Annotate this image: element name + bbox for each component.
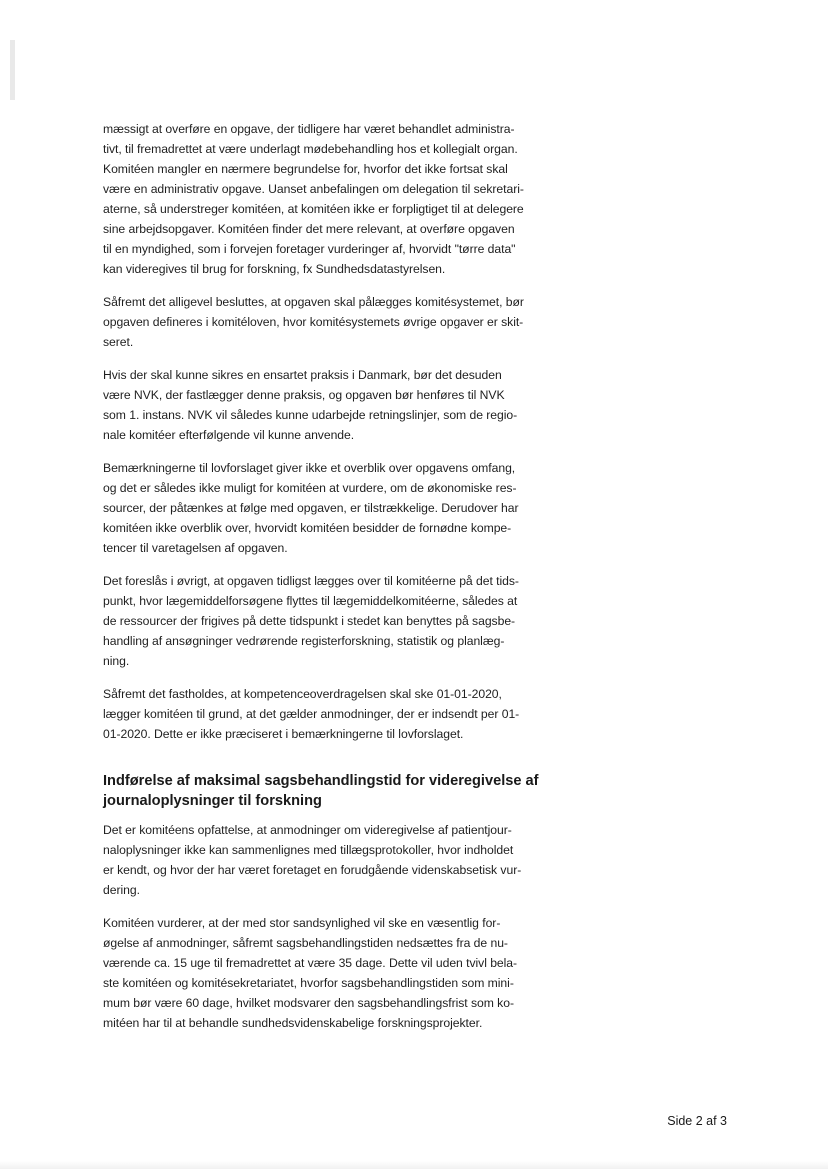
paragraph-5 (103, 571, 573, 671)
text-line: mitéen har til at behandle sundhedsvidenskabelige forskningsprojekter. (103, 1016, 483, 1030)
text-line: komitéen ikke overblik over, hvorvidt komitéen besidder de fornødne kompe- (103, 521, 512, 535)
text-line: Komitéen vurderer, at der med stor sandsynlighed vil ske en væsentlig for- (103, 916, 501, 930)
text-line: sourcer, der påtænkes at følge med opgaven, er tilstrækkelige. Derudover har (103, 501, 519, 515)
paragraph-4 (103, 458, 573, 558)
text-line: Såfremt det fastholdes, at kompetenceoverdragelsen skal ske 01-01-2020, (103, 687, 502, 701)
paragraph-7 (103, 820, 573, 900)
text-line: Det er komitéens opfattelse, at anmodninger om videregivelse af patientjour- (103, 823, 512, 837)
paragraph-3 (103, 365, 573, 445)
text-line: ste komitéen og komitésekretariatet, hvorfor sagsbehandlingstiden som mini- (103, 976, 514, 990)
text-line: til en myndighed, som i forvejen foretager vurderinger af, hvorvidt "tørre data" (103, 242, 516, 256)
text-line: være NVK, der fastlægger denne praksis, og opgaven bør henføres til NVK (103, 388, 505, 402)
text-line: tencer til varetagelsen af opgaven. (103, 541, 288, 555)
text-line: og det er således ikke muligt for komitéen at vurdere, om de økonomiske res- (103, 481, 517, 495)
paragraph-2 (103, 292, 573, 352)
text-line: opgaven defineres i komitéloven, hvor komitésystemets øvrige opgaver er skit- (103, 315, 524, 329)
text-line: Såfremt det alligevel besluttes, at opgaven skal pålægges komitésystemet, bør (103, 295, 524, 309)
text-line: kan videregives til brug for forskning, fx Sundhedsdatastyrelsen. (103, 262, 446, 276)
text-line: mæssigt at overføre en opgave, der tidligere har været behandlet administra- (103, 122, 515, 136)
paragraph-1 (103, 119, 573, 279)
text-line: som 1. instans. NVK vil således kunne udarbejde retningslinjer, som de regio- (103, 408, 518, 422)
text-line: sine arbejdsopgaver. Komitéen finder det mere relevant, at overføre opgaven (103, 222, 515, 236)
section-heading (103, 771, 573, 811)
text-line: handling af ansøgninger vedrørende registerforskning, statistik og planlæg- (103, 634, 505, 648)
text-line: punkt, hvor lægemiddelforsøgene flyttes til lægemiddelkomitéerne, således at (103, 594, 518, 608)
text-line: dering. (103, 883, 140, 897)
scan-edge-mark (10, 40, 15, 100)
text-line: mum bør være 60 dage, hvilket modsvarer den sagsbehandlingsfrist som ko- (103, 996, 514, 1010)
scan-bottom-edge (0, 1161, 828, 1169)
page-number: Side 2 af 3 (667, 1114, 727, 1128)
text-line: seret. (103, 335, 134, 349)
text-line: ning. (103, 654, 130, 668)
text-line: øgelse af anmodninger, såfremt sagsbehandlingstiden nedsættes fra de nu- (103, 936, 508, 950)
text-line: er kendt, og hvor der har været foretaget en forudgående videnskabsetisk vur- (103, 863, 522, 877)
text-line: Hvis der skal kunne sikres en ensartet praksis i Danmark, bør det desuden (103, 368, 502, 382)
text-line: naloplysninger ikke kan sammenlignes med tillægsprotokoller, hvor indholdet (103, 843, 514, 857)
text-line: tivt, til fremadrettet at være underlagt mødebehandling hos et kollegialt organ. (103, 142, 518, 156)
text-line: være en administrativ opgave. Uanset anbefalingen om delegation til sekretari- (103, 182, 524, 196)
paragraph-8 (103, 913, 573, 1033)
heading-line: journaloplysninger til forskning (103, 793, 322, 809)
text-line: Bemærkningerne til lovforslaget giver ikke et overblik over opgavens omfang, (103, 461, 516, 475)
text-line: Komitéen mangler en nærmere begrundelse for, hvorfor det ikke fortsat skal (103, 162, 508, 176)
text-line: værende ca. 15 uge til fremadrettet at være 35 dage. Dette vil uden tvivl bela- (103, 956, 518, 970)
text-line: lægger komitéen til grund, at det gælder anmodninger, der er indsendt per 01- (103, 707, 520, 721)
heading-line: Indførelse af maksimal sagsbehandlingstid for videregivelse af (103, 773, 539, 789)
text-line: de ressourcer der frigives på dette tidspunkt i stedet kan benyttes på sagsbe- (103, 614, 516, 628)
text-line: aterne, så understreger komitéen, at komitéen ikke er forpligtiget til at delegere (103, 202, 524, 216)
paragraph-6 (103, 684, 573, 744)
body-text (103, 119, 573, 1046)
text-line: Det foreslås i øvrigt, at opgaven tidligst lægges over til komitéerne på det tids- (103, 574, 519, 588)
text-line: 01-2020. Dette er ikke præciseret i bemærkningerne til lovforslaget. (103, 727, 464, 741)
text-line: nale komitéer efterfølgende vil kunne anvende. (103, 428, 355, 442)
